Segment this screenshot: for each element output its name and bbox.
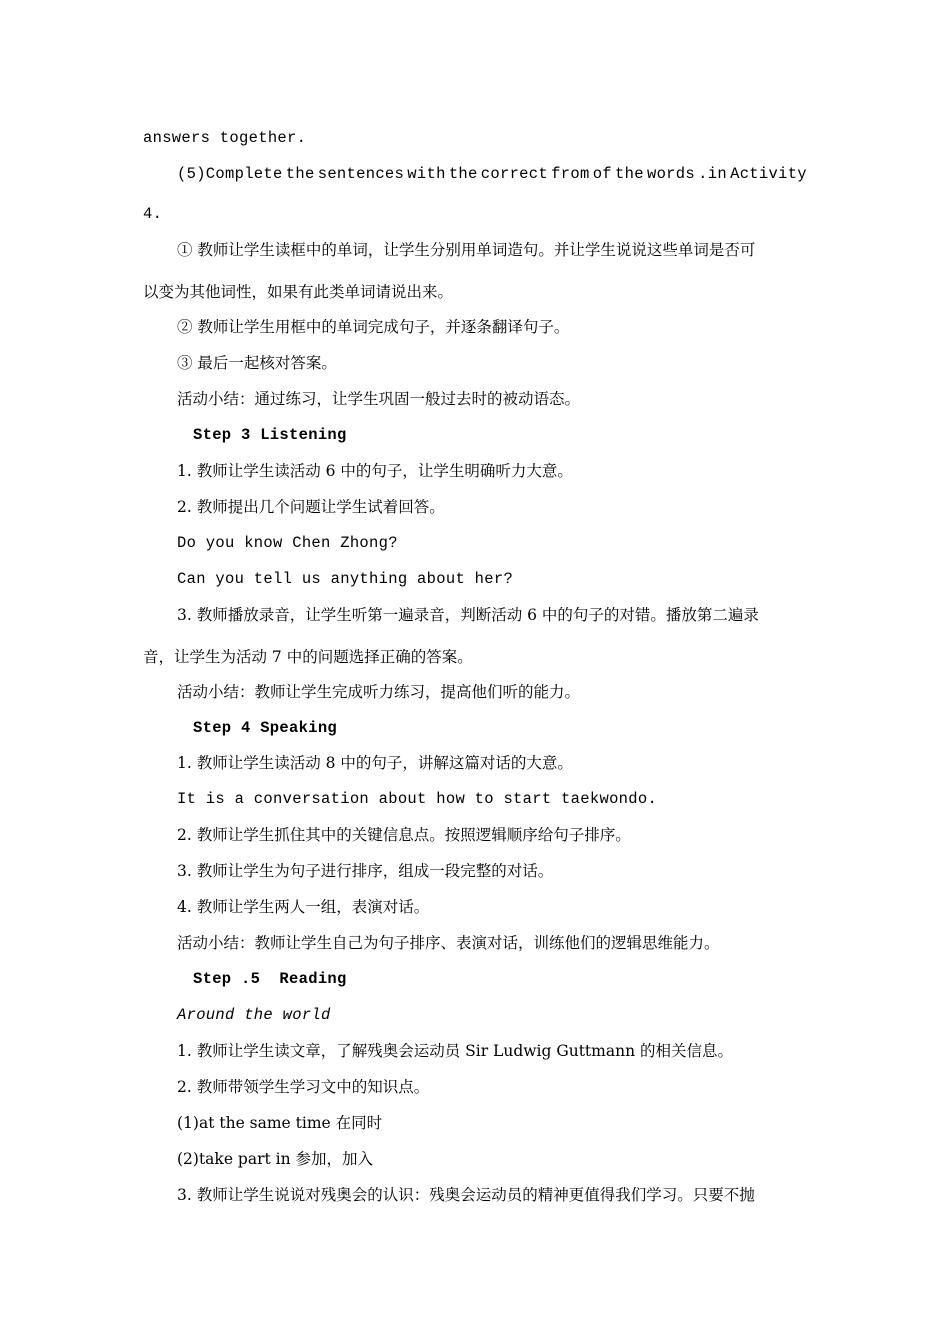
text-line: 1. 教师让学生读文章，了解残奥会运动员 Sir Ludwig Guttmann 的相关信息。 xyxy=(177,1042,733,1060)
text-line: 2. 教师带领学生学习文中的知识点。 xyxy=(177,1078,430,1096)
text-line: ② 教师让学生用框中的单词完成句子，并逐条翻译句子。 xyxy=(177,318,570,336)
word: words xyxy=(646,165,695,183)
text-line: Can you tell us anything about her? xyxy=(177,570,514,588)
text-line: 1. 教师让学生读活动 8 中的句子，讲解这篇对话的大意。 xyxy=(177,754,573,772)
text-line: 3. 教师让学生说说对残奥会的认识：残奥会运动员的精神更值得我们学习。只要不抛 xyxy=(177,1186,755,1204)
text-line: 3. 教师播放录音，让学生听第一遍录音，判断活动 6 中的句子的对错。播放第二遍录 xyxy=(177,606,759,624)
word: with xyxy=(407,165,446,183)
section-heading: Step .5 Reading xyxy=(193,970,347,988)
word: (5)Complete xyxy=(177,165,283,183)
word: sentences xyxy=(317,165,405,183)
text-line: (2)take part in 参加，加入 xyxy=(177,1150,374,1168)
text-line-justified xyxy=(177,164,807,184)
word-row xyxy=(177,164,807,184)
word: Activity xyxy=(730,165,807,183)
section-heading: Step 3 Listening xyxy=(193,426,347,444)
word: the xyxy=(285,165,315,183)
text-line: 活动小结：教师让学生完成听力练习，提高他们听的能力。 xyxy=(177,683,581,701)
text-line: ① 教师让学生读框中的单词，让学生分别用单词造句。并让学生说说这些单词是否可 xyxy=(177,241,756,259)
text-line: (1)at the same time 在同时 xyxy=(177,1114,383,1132)
text-line: Do you know Chen Zhong? xyxy=(177,534,398,552)
word: .in xyxy=(698,165,727,183)
text-line: answers together. xyxy=(143,129,307,147)
text-line: 4. xyxy=(143,205,163,223)
text-line: 2. 教师提出几个问题让学生试着回答。 xyxy=(177,498,445,516)
text-line: 音，让学生为活动 7 中的问题选择正确的答案。 xyxy=(143,648,473,666)
text-line: 以变为其他词性，如果有此类单词请说出来。 xyxy=(143,283,454,301)
text-line: 活动小结：教师让学生自己为句子排序、表演对话，训练他们的逻辑思维能力。 xyxy=(177,934,720,952)
word: from xyxy=(551,165,590,183)
text-line: 2. 教师让学生抓住其中的关键信息点。按照逻辑顺序给句子排序。 xyxy=(177,826,631,844)
text-line: 3. 教师让学生为句子进行排序，组成一段完整的对话。 xyxy=(177,862,554,880)
text-line: Around the world xyxy=(177,1006,331,1024)
word: the xyxy=(615,165,644,183)
text-line: 1. 教师让学生读活动 6 中的句子，让学生明确听力大意。 xyxy=(177,462,573,480)
word: the xyxy=(448,165,478,183)
word: of xyxy=(592,165,612,183)
text-line: It is a conversation about how to start taekwondo. xyxy=(177,790,658,808)
section-heading: Step 4 Speaking xyxy=(193,719,338,737)
text-line: ③ 最后一起核对答案。 xyxy=(177,354,337,372)
word: correct xyxy=(480,165,548,183)
text-line: 4. 教师让学生两人一组，表演对话。 xyxy=(177,898,430,916)
text-line: 活动小结：通过练习，让学生巩固一般过去时的被动语态。 xyxy=(177,390,581,408)
